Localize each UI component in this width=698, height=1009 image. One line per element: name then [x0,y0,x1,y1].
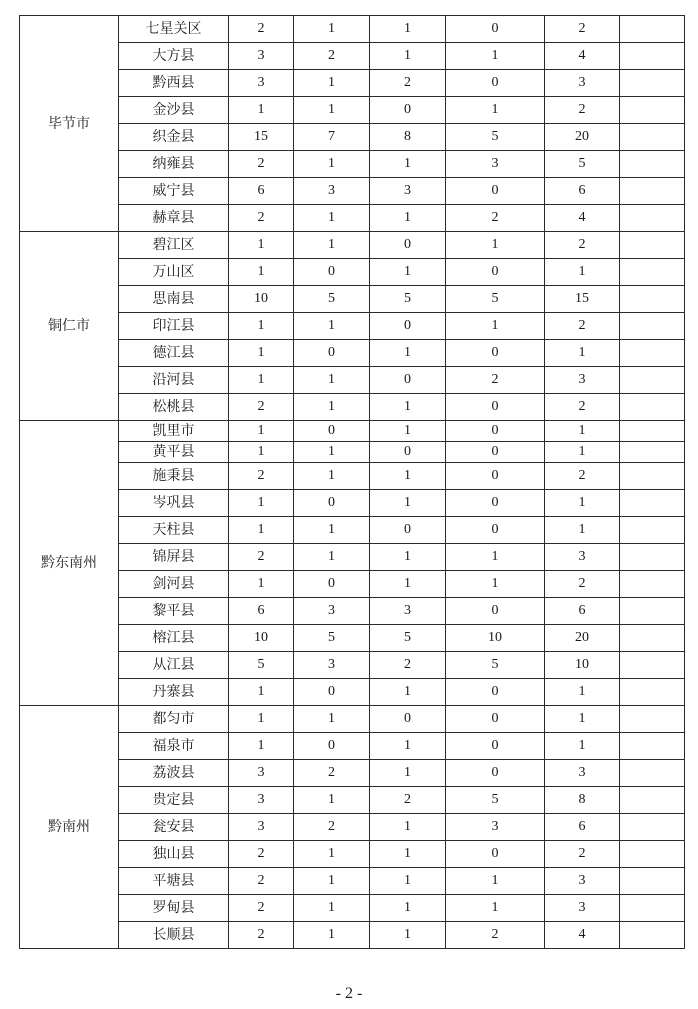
value-cell: 2 [446,367,545,394]
value-cell: 10 [446,625,545,652]
value-cell: 1 [446,232,545,259]
remark-cell [620,205,685,232]
value-cell: 6 [545,598,620,625]
value-cell: 4 [545,43,620,70]
value-cell: 0 [446,760,545,787]
value-cell: 8 [370,124,446,151]
allocation-table-sheet [19,15,684,949]
value-cell: 1 [545,706,620,733]
value-cell: 1 [545,442,620,463]
table-row [20,706,685,733]
value-cell: 0 [370,517,446,544]
table-row [20,841,685,868]
value-cell: 1 [545,340,620,367]
remark-cell [620,178,685,205]
value-cell: 5 [370,286,446,313]
value-cell: 1 [229,517,294,544]
table-row [20,598,685,625]
value-cell: 1 [370,733,446,760]
value-cell: 2 [229,394,294,421]
value-cell: 1 [446,43,545,70]
value-cell: 1 [229,313,294,340]
table-row [20,814,685,841]
value-cell: 1 [446,97,545,124]
remark-cell [620,442,685,463]
value-cell: 1 [370,421,446,442]
value-cell: 2 [229,151,294,178]
value-cell: 6 [545,178,620,205]
value-cell: 0 [446,598,545,625]
value-cell: 3 [294,598,370,625]
remark-cell [620,97,685,124]
prefecture-cell: 黔南州 [20,706,119,949]
value-cell: 0 [370,367,446,394]
value-cell: 2 [229,922,294,949]
table-row [20,394,685,421]
value-cell: 1 [446,895,545,922]
table-row [20,70,685,97]
county-cell: 黎平县 [119,598,229,625]
value-cell: 1 [229,421,294,442]
value-cell: 1 [446,544,545,571]
county-quota-table [19,15,685,949]
table-row [20,205,685,232]
county-cell: 松桃县 [119,394,229,421]
value-cell: 20 [545,625,620,652]
remark-cell [620,706,685,733]
value-cell: 6 [229,598,294,625]
value-cell: 1 [370,868,446,895]
value-cell: 1 [370,205,446,232]
value-cell: 5 [229,652,294,679]
value-cell: 0 [446,259,545,286]
value-cell: 1 [446,868,545,895]
value-cell: 1 [229,340,294,367]
value-cell: 15 [229,124,294,151]
remark-cell [620,733,685,760]
value-cell: 0 [294,679,370,706]
value-cell: 5 [446,787,545,814]
value-cell: 1 [370,259,446,286]
county-cell: 贵定县 [119,787,229,814]
remark-cell [620,598,685,625]
value-cell: 1 [370,151,446,178]
remark-cell [620,625,685,652]
value-cell: 0 [446,679,545,706]
value-cell: 2 [545,463,620,490]
value-cell: 2 [446,922,545,949]
value-cell: 1 [370,814,446,841]
remark-cell [620,922,685,949]
value-cell: 1 [370,43,446,70]
table-row [20,286,685,313]
table-row [20,43,685,70]
county-cell: 印江县 [119,313,229,340]
table-row [20,571,685,598]
table-row [20,544,685,571]
table-row [20,367,685,394]
value-cell: 3 [446,814,545,841]
value-cell: 0 [446,70,545,97]
table-row [20,340,685,367]
value-cell: 10 [229,625,294,652]
value-cell: 5 [545,151,620,178]
value-cell: 1 [370,394,446,421]
value-cell: 2 [229,16,294,43]
value-cell: 3 [294,178,370,205]
value-cell: 1 [229,232,294,259]
value-cell: 1 [545,259,620,286]
value-cell: 5 [446,124,545,151]
county-cell: 碧江区 [119,232,229,259]
county-cell: 丹寨县 [119,679,229,706]
value-cell: 1 [294,151,370,178]
value-cell: 2 [370,652,446,679]
value-cell: 1 [370,490,446,517]
value-cell: 3 [370,598,446,625]
remark-cell [620,679,685,706]
value-cell: 2 [545,841,620,868]
value-cell: 3 [545,367,620,394]
county-cell: 金沙县 [119,97,229,124]
county-cell: 平塘县 [119,868,229,895]
value-cell: 1 [370,841,446,868]
remark-cell [620,16,685,43]
value-cell: 3 [446,151,545,178]
value-cell: 1 [370,895,446,922]
remark-cell [620,43,685,70]
table-row [20,421,685,442]
remark-cell [620,124,685,151]
county-cell: 榕江县 [119,625,229,652]
value-cell: 1 [545,733,620,760]
value-cell: 1 [294,706,370,733]
value-cell: 4 [545,205,620,232]
value-cell: 0 [370,442,446,463]
remark-cell [620,286,685,313]
value-cell: 2 [545,313,620,340]
value-cell: 2 [446,205,545,232]
table-row [20,517,685,544]
table-row [20,760,685,787]
value-cell: 8 [545,787,620,814]
county-cell: 凯里市 [119,421,229,442]
value-cell: 3 [545,895,620,922]
table-row [20,463,685,490]
value-cell: 0 [294,340,370,367]
value-cell: 1 [370,16,446,43]
value-cell: 3 [370,178,446,205]
page-number: - 2 - [335,985,363,1002]
remark-cell [620,463,685,490]
remark-cell [620,652,685,679]
remark-cell [620,313,685,340]
value-cell: 1 [229,367,294,394]
county-cell: 纳雍县 [119,151,229,178]
county-cell: 锦屏县 [119,544,229,571]
remark-cell [620,340,685,367]
value-cell: 0 [294,571,370,598]
county-cell: 从江县 [119,652,229,679]
county-cell: 岑巩县 [119,490,229,517]
value-cell: 1 [294,841,370,868]
value-cell: 1 [294,442,370,463]
value-cell: 7 [294,124,370,151]
value-cell: 2 [545,394,620,421]
value-cell: 1 [545,679,620,706]
value-cell: 0 [446,421,545,442]
table-row [20,490,685,517]
value-cell: 1 [294,868,370,895]
value-cell: 1 [229,97,294,124]
value-cell: 3 [229,760,294,787]
value-cell: 1 [294,787,370,814]
county-cell: 都匀市 [119,706,229,733]
value-cell: 0 [294,490,370,517]
value-cell: 1 [446,571,545,598]
county-cell: 瓮安县 [119,814,229,841]
value-cell: 2 [545,232,620,259]
remark-cell [620,394,685,421]
remark-cell [620,367,685,394]
table-row [20,625,685,652]
value-cell: 1 [370,679,446,706]
value-cell: 1 [294,463,370,490]
value-cell: 0 [446,841,545,868]
prefecture-cell: 铜仁市 [20,232,119,421]
value-cell: 2 [229,205,294,232]
value-cell: 20 [545,124,620,151]
value-cell: 2 [294,814,370,841]
value-cell: 0 [446,517,545,544]
value-cell: 10 [545,652,620,679]
value-cell: 3 [545,70,620,97]
county-cell: 黄平县 [119,442,229,463]
value-cell: 1 [446,313,545,340]
value-cell: 1 [229,679,294,706]
county-cell: 七星关区 [119,16,229,43]
remark-cell [620,868,685,895]
county-cell: 黔西县 [119,70,229,97]
remark-cell [620,490,685,517]
value-cell: 1 [294,232,370,259]
prefecture-cell: 毕节市 [20,16,119,232]
value-cell: 1 [294,313,370,340]
value-cell: 0 [446,340,545,367]
value-cell: 3 [229,43,294,70]
table-row [20,151,685,178]
county-cell: 织金县 [119,124,229,151]
value-cell: 1 [229,259,294,286]
value-cell: 1 [229,571,294,598]
remark-cell [620,841,685,868]
value-cell: 3 [545,868,620,895]
value-cell: 1 [294,517,370,544]
county-cell: 天柱县 [119,517,229,544]
table-row [20,442,685,463]
county-cell: 剑河县 [119,571,229,598]
table-row [20,895,685,922]
value-cell: 1 [370,463,446,490]
value-cell: 1 [294,70,370,97]
value-cell: 3 [229,70,294,97]
value-cell: 2 [229,463,294,490]
value-cell: 1 [294,97,370,124]
value-cell: 6 [545,814,620,841]
remark-cell [620,421,685,442]
value-cell: 0 [446,16,545,43]
value-cell: 6 [229,178,294,205]
table-row [20,232,685,259]
county-cell: 施秉县 [119,463,229,490]
table-row [20,16,685,43]
value-cell: 1 [545,490,620,517]
county-cell: 思南县 [119,286,229,313]
value-cell: 3 [229,814,294,841]
county-cell: 威宁县 [119,178,229,205]
value-cell: 0 [446,490,545,517]
value-cell: 0 [294,733,370,760]
value-cell: 5 [294,286,370,313]
value-cell: 2 [294,760,370,787]
value-cell: 0 [370,313,446,340]
value-cell: 2 [229,544,294,571]
value-cell: 5 [370,625,446,652]
county-cell: 沿河县 [119,367,229,394]
value-cell: 5 [294,625,370,652]
value-cell: 1 [294,394,370,421]
county-cell: 大方县 [119,43,229,70]
value-cell: 1 [229,490,294,517]
value-cell: 0 [370,97,446,124]
remark-cell [620,814,685,841]
value-cell: 0 [370,706,446,733]
remark-cell [620,571,685,598]
table-row [20,922,685,949]
county-cell: 荔波县 [119,760,229,787]
value-cell: 0 [294,421,370,442]
remark-cell [620,232,685,259]
value-cell: 10 [229,286,294,313]
value-cell: 0 [294,259,370,286]
value-cell: 0 [446,442,545,463]
value-cell: 2 [229,868,294,895]
value-cell: 1 [294,16,370,43]
value-cell: 1 [294,367,370,394]
remark-cell [620,895,685,922]
table-row [20,787,685,814]
value-cell: 2 [545,571,620,598]
remark-cell [620,151,685,178]
value-cell: 1 [294,922,370,949]
value-cell: 0 [446,178,545,205]
value-cell: 1 [294,205,370,232]
value-cell: 2 [545,16,620,43]
table-row [20,97,685,124]
value-cell: 3 [294,652,370,679]
table-row [20,124,685,151]
value-cell: 2 [545,97,620,124]
value-cell: 1 [545,517,620,544]
value-cell: 3 [545,544,620,571]
remark-cell [620,544,685,571]
value-cell: 0 [370,232,446,259]
value-cell: 1 [294,544,370,571]
value-cell: 0 [446,394,545,421]
value-cell: 1 [229,733,294,760]
table-row [20,259,685,286]
value-cell: 15 [545,286,620,313]
value-cell: 0 [446,706,545,733]
county-cell: 德江县 [119,340,229,367]
table-row [20,313,685,340]
value-cell: 1 [370,571,446,598]
table-row [20,178,685,205]
value-cell: 2 [370,70,446,97]
remark-cell [620,70,685,97]
value-cell: 3 [545,760,620,787]
value-cell: 2 [229,841,294,868]
county-cell: 福泉市 [119,733,229,760]
value-cell: 0 [446,733,545,760]
county-cell: 独山县 [119,841,229,868]
value-cell: 3 [229,787,294,814]
remark-cell [620,760,685,787]
value-cell: 5 [446,652,545,679]
table-row [20,652,685,679]
value-cell: 1 [370,340,446,367]
table-row [20,868,685,895]
prefecture-cell: 黔东南州 [20,421,119,706]
value-cell: 0 [446,463,545,490]
value-cell: 1 [370,544,446,571]
value-cell: 1 [229,706,294,733]
value-cell: 2 [294,43,370,70]
value-cell: 2 [229,895,294,922]
county-cell: 长顺县 [119,922,229,949]
value-cell: 4 [545,922,620,949]
value-cell: 2 [370,787,446,814]
county-cell: 罗甸县 [119,895,229,922]
value-cell: 5 [446,286,545,313]
remark-cell [620,517,685,544]
value-cell: 1 [294,895,370,922]
table-row [20,733,685,760]
value-cell: 1 [370,922,446,949]
remark-cell [620,259,685,286]
county-cell: 赫章县 [119,205,229,232]
value-cell: 1 [229,442,294,463]
value-cell: 1 [370,760,446,787]
remark-cell [620,787,685,814]
county-cell: 万山区 [119,259,229,286]
value-cell: 1 [545,421,620,442]
table-row [20,679,685,706]
